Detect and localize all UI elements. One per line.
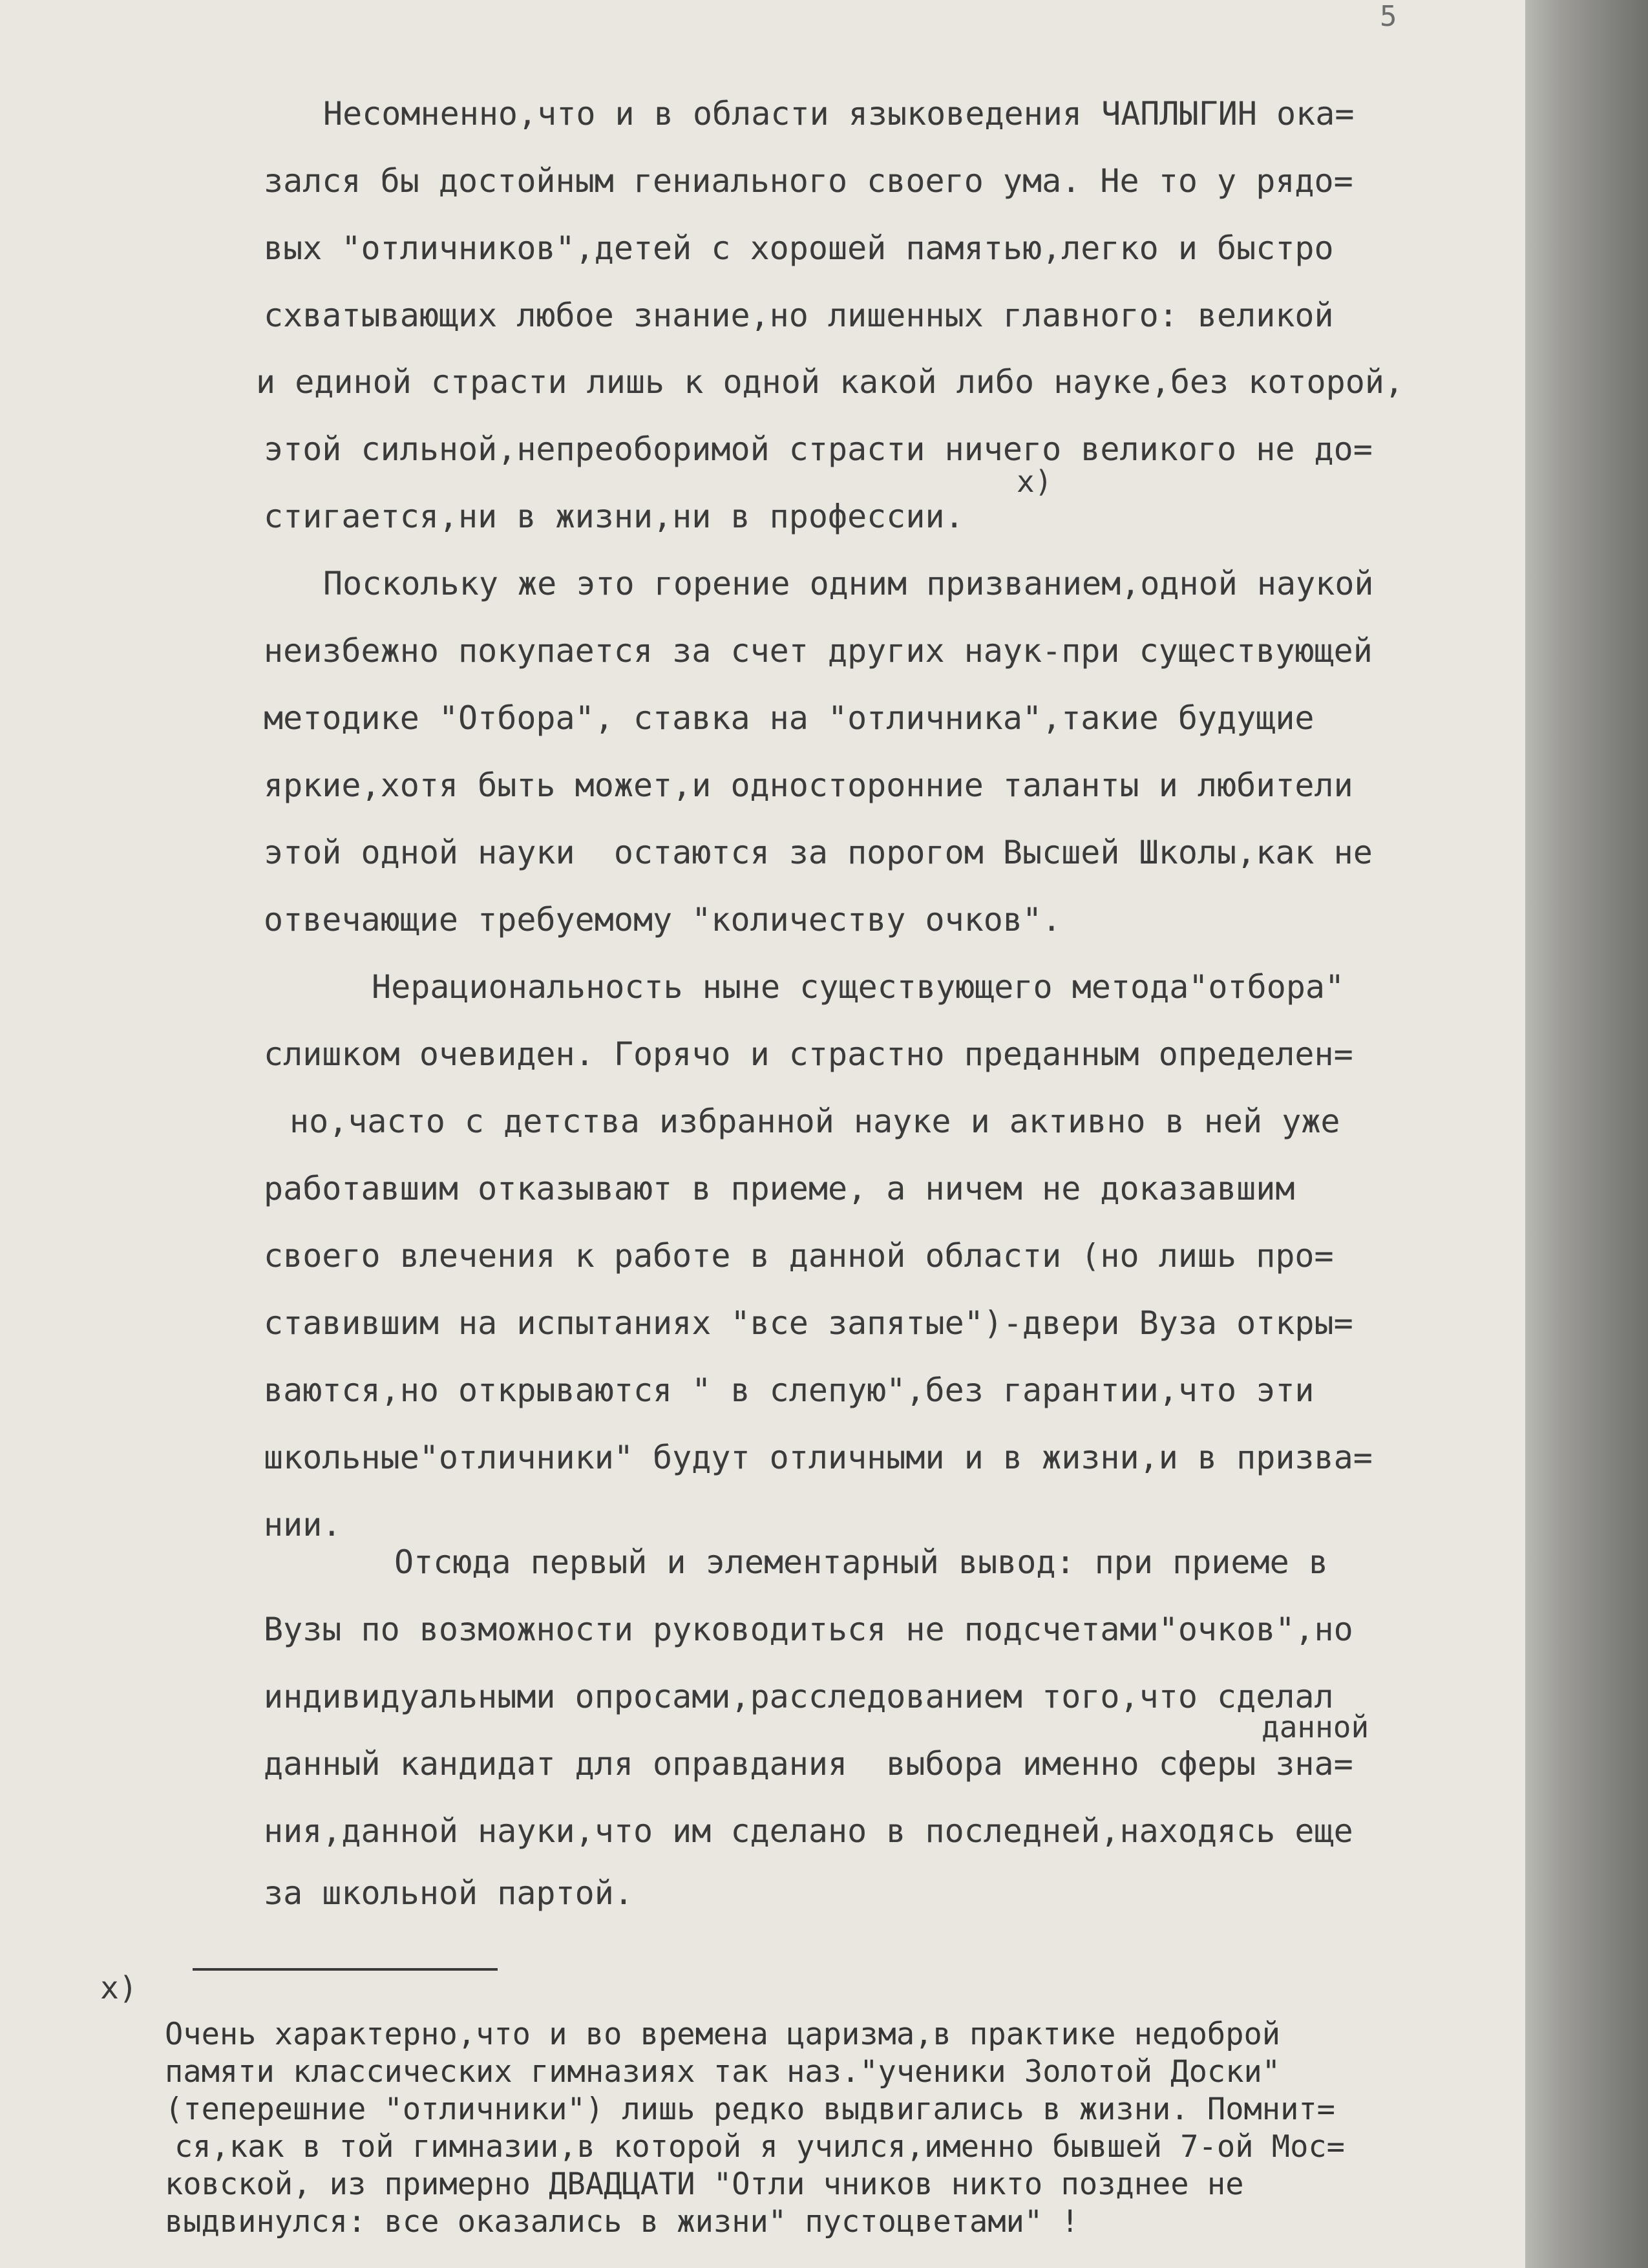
- body-line: Нерациональность ныне существующего метода"отбора": [372, 968, 1345, 1006]
- body-line: ния,данной науки,что им сделано в последней,находясь еще: [264, 1812, 1353, 1850]
- body-line: слишком очевиден. Горячо и страстно преданным определен=: [264, 1035, 1353, 1073]
- body-line: Вузы по возможности руководиться не подсчетами"очков",но: [264, 1611, 1353, 1648]
- body-line: этой одной науки остаются за порогом Высшей Школы,как не: [264, 834, 1373, 871]
- footnote-separator: [193, 1968, 498, 1971]
- footnote-line: Очень характерно,что и во времена царизма,в практике недоброй: [165, 2017, 1281, 2052]
- footnote-line: выдвинулся: все оказались в жизни" пустоцветами" !: [165, 2204, 1079, 2240]
- page-edge-shadow: [1525, 0, 1648, 2268]
- body-line: своего влечения к работе в данной области (но лишь про=: [264, 1237, 1334, 1275]
- body-line: и единой страсти лишь к одной какой либо науке,без которой,: [256, 363, 1404, 401]
- page-number: 5: [1380, 0, 1397, 33]
- body-line: методике "Отбора", ставка на "отличника",такие будущие: [264, 699, 1315, 737]
- body-line: неизбежно покупается за счет других наук-при существующей: [264, 632, 1373, 670]
- footnote-marker: х): [100, 1970, 138, 2006]
- body-line: этой сильной,непреоборимой страсти ничего великого не до=: [264, 430, 1373, 468]
- body-line: данный кандидат для оправдания выбора именно сферы зна=: [264, 1745, 1353, 1783]
- body-line: отвечающие требуемому "количеству очков".: [264, 901, 1062, 938]
- footnote-line: ся,как в той гимназии,в которой я учился,именно бывшей 7-ой Мос=: [174, 2129, 1345, 2165]
- body-line: яркие,хотя быть может,и односторонние таланты и любители: [264, 767, 1353, 804]
- inserted-word: данной: [1262, 1710, 1369, 1744]
- body-line: Отсюда первый и элементарный вывод: при приеме в: [394, 1543, 1328, 1581]
- body-line: нии.: [264, 1506, 342, 1543]
- body-line: за школьной партой.: [264, 1874, 633, 1912]
- body-line: работавшим отказывают в приеме, а ничем не доказавшим: [264, 1170, 1295, 1207]
- body-line: Несомненно,что и в области языковедения ЧАПЛЫГИН ока=: [323, 95, 1355, 132]
- footnote-line: (теперешние "отличники") лишь редко выдвигались в жизни. Помнит=: [165, 2092, 1335, 2127]
- body-line: ваются,но открываются " в слепую",без гарантии,что эти: [264, 1372, 1315, 1409]
- footnote-reference: х): [1017, 464, 1053, 499]
- body-line: школьные"отличники" будут отличными и в жизни,и в призва=: [264, 1439, 1373, 1476]
- footnote-line: памяти классических гимназиях так наз."ученики Золотой Доски": [165, 2054, 1281, 2090]
- body-line-underlined: схватывающих любое знание,но лишенных главного: великой: [264, 297, 1334, 334]
- body-line: вых "отличников",детей с хорошей памятью,легко и быстро: [264, 229, 1334, 267]
- body-line: зался бы достойным гениального своего ума. Не то у рядо=: [264, 162, 1353, 200]
- body-line: индивидуальными опросами,расследованием того,что сделал: [264, 1678, 1334, 1715]
- body-line: стигается,ни в жизни,ни в профессии.: [264, 498, 964, 535]
- body-line: ставившим на испытаниях "все запятые")-двери Вуза откры=: [264, 1304, 1353, 1342]
- body-line: Поскольку же это горение одним призванием,одной наукой: [323, 565, 1374, 602]
- body-line: но,часто с детства избранной науке и активно в ней уже: [290, 1103, 1340, 1140]
- footnote-line: ковской, из примерно ДВАДЦАТИ "Отли чников никто позднее не: [165, 2167, 1244, 2202]
